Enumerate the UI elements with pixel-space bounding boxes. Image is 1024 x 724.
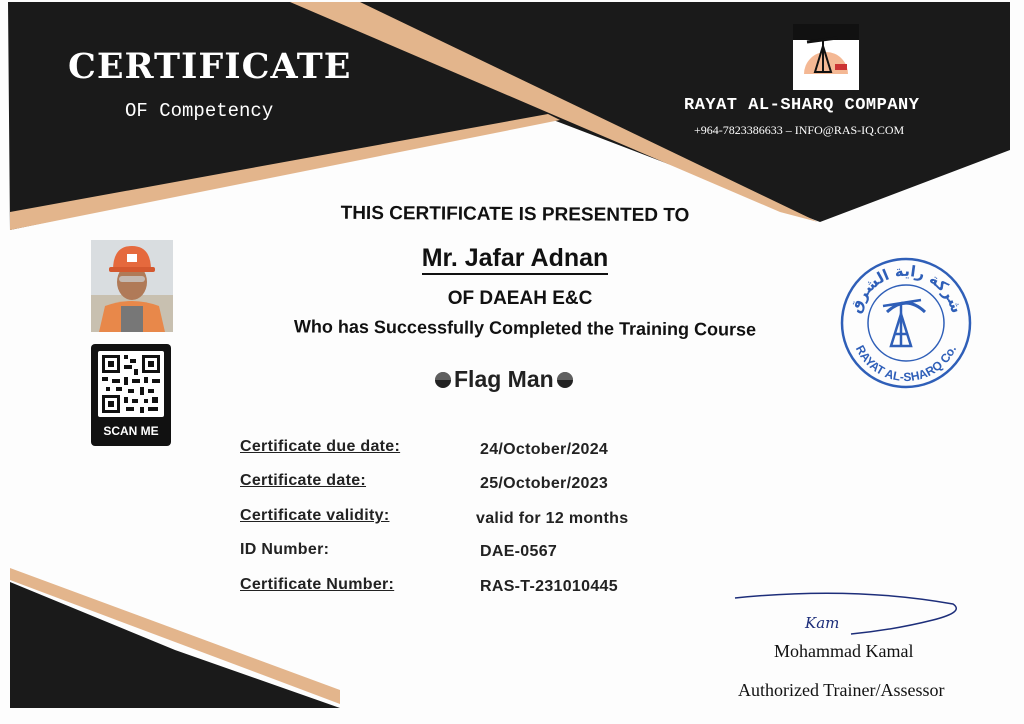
bullet-icon — [435, 372, 451, 388]
company-contact: +964-7823386633 – INFO@RAS-IQ.COM — [694, 123, 905, 137]
due-date-label: Certificate due date: — [240, 438, 401, 455]
recipient-photo — [91, 240, 173, 332]
presented-to-heading: THIS CERTIFICATE IS PRESENTED TO — [340, 202, 690, 227]
certificate-title: CERTIFICATE — [68, 46, 352, 87]
certificate-number-label: Certificate Number: — [240, 576, 395, 593]
certificate-number-value: RAS-T-231010445 — [480, 578, 618, 595]
stamp-arabic-text: شركة راية الشرق — [846, 261, 966, 316]
due-date-value: 24/October/2024 — [480, 441, 609, 458]
certificate-date-value: 25/October/2023 — [480, 475, 609, 492]
stamp-english-text: RAYAT AL-SHARQ Co. — [852, 342, 960, 385]
certificate-date-label: Certificate date: — [240, 472, 367, 489]
scan-me-label: SCAN ME — [103, 424, 159, 438]
oil-pump-icon — [883, 300, 925, 346]
recipient-name-text: Mr. Jafar Adnan — [422, 244, 609, 275]
signer-name: Mohammad Kamal — [774, 641, 914, 661]
qr-code-card[interactable] — [91, 344, 171, 446]
recipient-name — [330, 244, 700, 273]
company-logo — [793, 24, 859, 90]
svg-text:RAYAT AL-SHARQ Co. — [853, 343, 959, 384]
company-stamp — [837, 254, 975, 392]
signer-title: Authorized Trainer/Assessor — [738, 680, 945, 700]
bottom-dark-corner — [10, 582, 340, 708]
completion-statement: Who has Successfully Completed the Training Course — [293, 316, 757, 340]
validity-label: Certificate validity: — [240, 507, 390, 524]
signature-scribble-text: Kam — [805, 614, 840, 632]
certificate-subtitle: OF Competency — [125, 100, 274, 122]
course-name: Flag Man — [454, 366, 554, 392]
course-title — [435, 366, 635, 393]
qr-code — [98, 351, 164, 417]
id-number-label: ID Number: — [240, 541, 330, 558]
recipient-company: OF DAEAH E&C — [447, 288, 593, 309]
validity-value: valid for 12 months — [476, 510, 629, 527]
svg-text:شركة راية الشرق — [846, 262, 966, 316]
bullet-icon — [557, 372, 573, 388]
company-name: RAYAT AL-SHARQ COMPANY — [684, 96, 920, 115]
id-number-value: DAE-0567 — [480, 543, 558, 560]
